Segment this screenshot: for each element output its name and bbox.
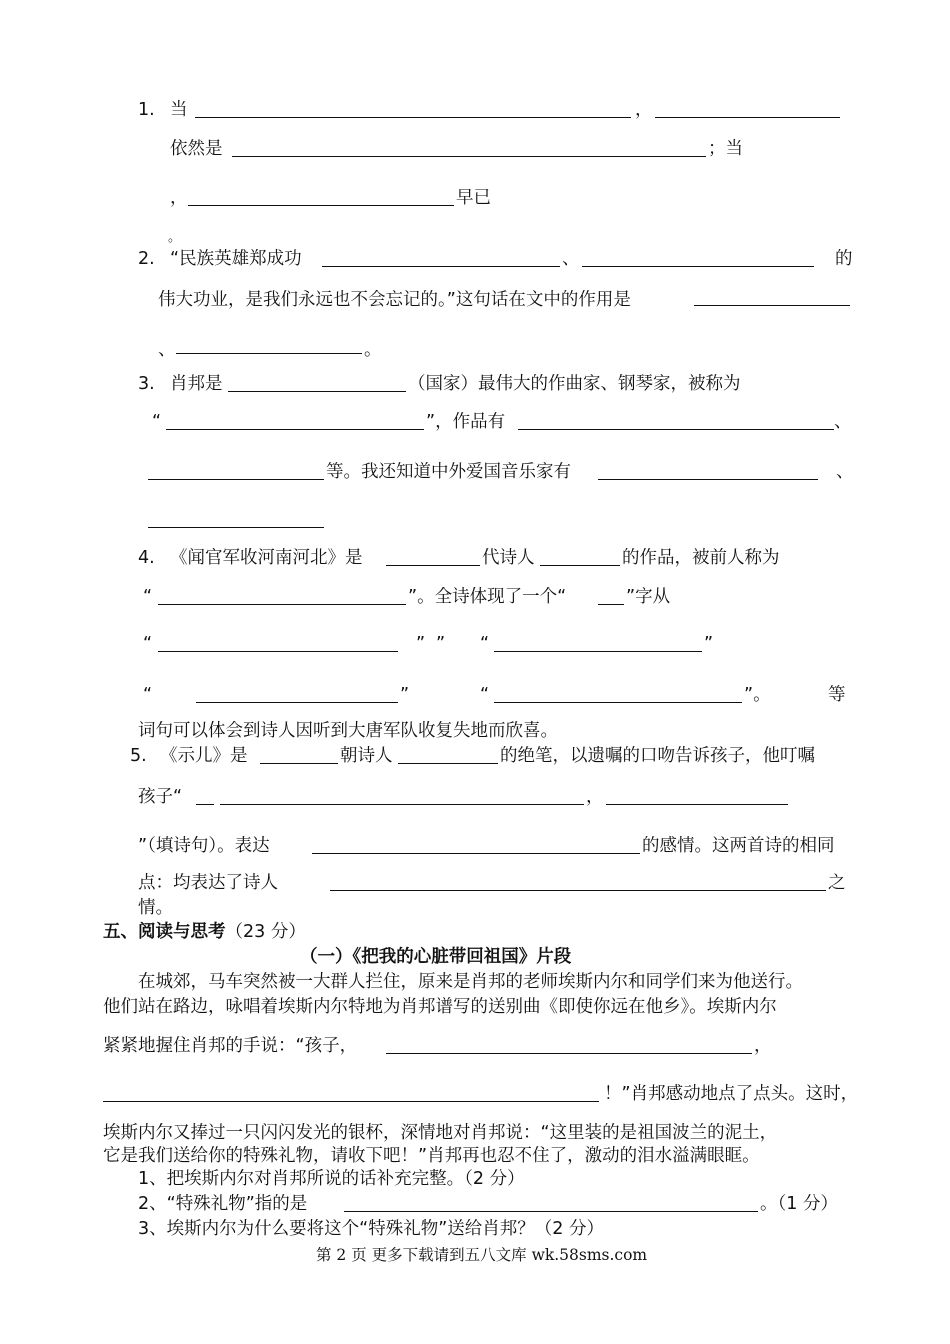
q4-text: ” [704, 634, 714, 654]
q4-text: “ [480, 634, 490, 654]
answer-blank[interactable] [196, 702, 398, 703]
q5-text: 的感情。这两首诗的相同 [642, 836, 835, 856]
q5-text: 孩子“ [138, 787, 183, 807]
answer-blank[interactable] [103, 1101, 599, 1102]
q4-text: 代诗人 [482, 548, 535, 568]
answer-blank[interactable] [582, 266, 814, 267]
q5-text: ”（填诗句）。表达 [138, 836, 270, 856]
answer-blank[interactable] [158, 604, 406, 605]
answer-blank[interactable] [694, 305, 850, 306]
q3-text: 、 [836, 462, 854, 482]
answer-blank[interactable] [344, 1211, 758, 1212]
answer-blank[interactable] [148, 479, 324, 480]
q5-number: 5. [130, 746, 147, 766]
q4-number: 4. [138, 548, 155, 568]
section-title-text: 五、阅读与思考 [103, 922, 226, 942]
answer-blank[interactable] [330, 890, 826, 891]
answer-blank[interactable] [398, 763, 498, 764]
q4-text: 《闻官军收河南河北》是 [170, 548, 363, 568]
answer-blank[interactable] [176, 353, 362, 354]
reading-question-3: 3、埃斯内尔为什么要将这个“特殊礼物”送给肖邦？（2 分） [138, 1219, 604, 1239]
passage-line: 它是我们送给你的特殊礼物，请收下吧！”肖邦再也忍不住了，激动的泪水溢满眼眶。 [103, 1146, 760, 1166]
answer-blank[interactable] [540, 565, 620, 566]
answer-blank[interactable] [312, 853, 640, 854]
answer-blank[interactable] [166, 429, 424, 430]
q3-number: 3. [138, 374, 155, 394]
q2-text: “民族英雄郑成功 [170, 249, 302, 269]
answer-blank[interactable] [655, 117, 840, 118]
answer-blank[interactable] [598, 479, 818, 480]
q3-text: “ [152, 412, 162, 432]
q4-text: 的作品，被前人称为 [622, 548, 780, 568]
q4-text: ” [400, 685, 410, 705]
page-footer: 第 2 页 更多下载请到五八文库 wk.58sms.com [316, 1246, 648, 1264]
q4-text: ”。全诗体现了一个“ [408, 587, 567, 607]
answer-blank[interactable] [220, 804, 584, 805]
q1-text: ， [635, 100, 653, 120]
answer-blank[interactable] [322, 266, 560, 267]
answer-blank[interactable] [386, 565, 480, 566]
reading-question-2-score: 。（1 分） [760, 1194, 838, 1214]
answer-blank[interactable] [494, 651, 702, 652]
q5-text: 的绝笔，以遗嘱的口吻告诉孩子，他叮嘱 [500, 746, 815, 766]
passage-line: 埃斯内尔又捧过一只闪闪发光的银杯，深情地对肖邦说：“这里装的是祖国波兰的泥土， [103, 1123, 778, 1143]
answer-blank[interactable] [188, 205, 454, 206]
q3-text: ”，作品有 [426, 412, 506, 432]
reading-question-2: 2、“特殊礼物”指的是 [138, 1194, 308, 1214]
q2-text: 、 [562, 249, 580, 269]
answer-blank[interactable] [260, 763, 338, 764]
q1-number: 1. [138, 100, 155, 120]
q4-text: “ [143, 587, 153, 607]
q3-text: 等。我还知道中外爱国音乐家有 [326, 462, 571, 482]
passage-line: 他们站在路边，咏唱着埃斯内尔特地为肖邦谱写的送别曲《即使你远在他乡》。埃斯内尔 [103, 997, 777, 1017]
q5-text: 之 [828, 873, 846, 893]
q4-text: ” [416, 634, 426, 654]
answer-blank[interactable] [386, 1053, 752, 1054]
q2-text: 伟大功业，是我们永远也不会忘记的。”这句话在文中的作用是 [158, 290, 631, 310]
q3-text: 、 [834, 412, 852, 432]
passage-title: （一）《把我的心脏带回祖国》片段 [300, 947, 572, 967]
q5-text: ， [586, 787, 604, 807]
q4-text: “ [143, 634, 153, 654]
answer-blank[interactable] [148, 527, 324, 528]
q2-text: 的 [835, 249, 853, 269]
q4-text: “ [143, 685, 153, 705]
q4-text: 词句可以体会到诗人因听到大唐军队收复失地而欣喜。 [138, 721, 558, 741]
answer-blank[interactable] [158, 651, 398, 652]
answer-blank[interactable] [494, 702, 742, 703]
q1-text: 。 [168, 230, 182, 245]
section-title [103, 920, 306, 944]
answer-blank[interactable] [196, 804, 214, 805]
q1-text: ， [170, 188, 188, 208]
passage-line: 紧紧地握住肖邦的手说：“孩子， [103, 1036, 358, 1056]
answer-blank[interactable] [606, 804, 788, 805]
q4-text: ” [436, 634, 446, 654]
q2-text: 。 [364, 340, 382, 360]
section-score: （23 分） [225, 922, 306, 942]
q2-number: 2. [138, 249, 155, 269]
q5-text: 点：均表达了诗人 [138, 873, 278, 893]
q1-text: 当 [170, 100, 188, 120]
q4-text: “ [480, 685, 490, 705]
q4-text: 等 [828, 685, 846, 705]
passage-text: ， [754, 1036, 772, 1056]
passage-line: 在城郊，马车突然被一大群人拦住，原来是肖邦的老师埃斯内尔和同学们来为他送行。 [138, 972, 803, 992]
answer-blank[interactable] [598, 604, 624, 605]
q1-text: 早已 [456, 188, 491, 208]
answer-blank[interactable] [195, 117, 631, 118]
reading-question-1: 1、把埃斯内尔对肖邦所说的话补充完整。（2 分） [138, 1169, 525, 1189]
passage-line: ！”肖邦感动地点了点头。这时， [604, 1084, 859, 1104]
q1-text: ；当 [708, 139, 743, 159]
answer-blank[interactable] [232, 156, 706, 157]
answer-blank[interactable] [518, 429, 834, 430]
q5-text: 朝诗人 [340, 746, 393, 766]
q4-text: ”。 [744, 685, 771, 705]
q1-text: 依然是 [170, 139, 223, 159]
q5-text: 情。 [138, 898, 173, 918]
q4-text: ”字从 [626, 587, 671, 607]
q2-text: 、 [158, 340, 176, 360]
q3-text: （国家）最伟大的作曲家、钢琴家，被称为 [408, 374, 741, 394]
q5-text: 《示儿》是 [160, 746, 248, 766]
answer-blank[interactable] [228, 391, 406, 392]
q3-text: 肖邦是 [170, 374, 223, 394]
